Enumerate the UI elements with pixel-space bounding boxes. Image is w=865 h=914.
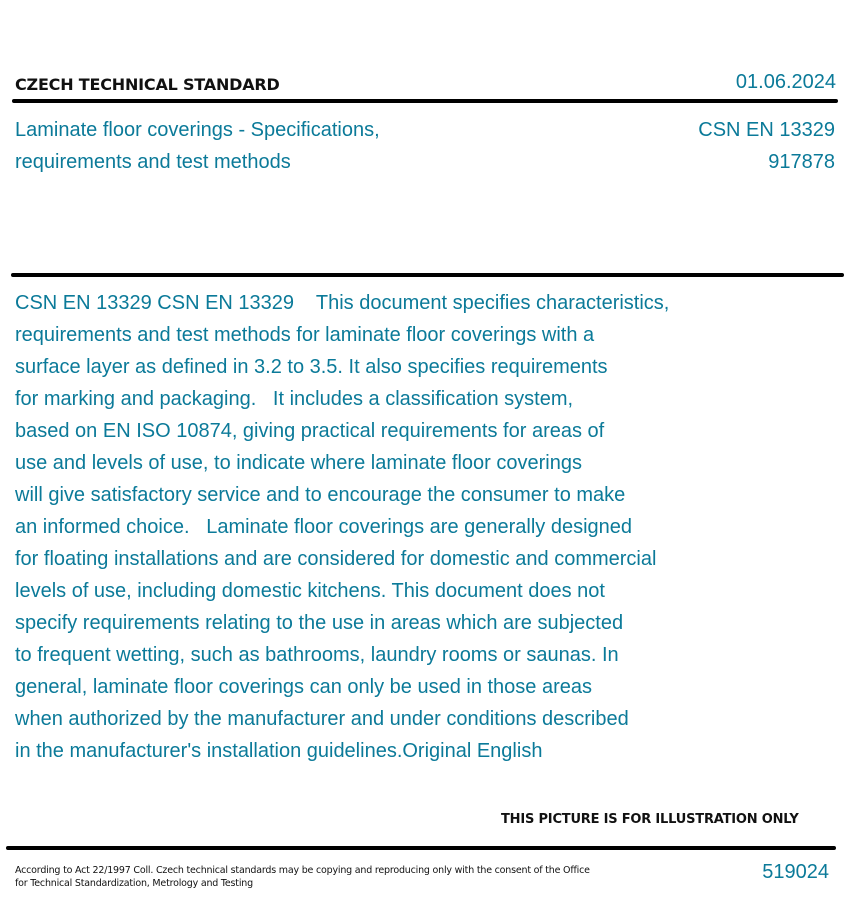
illustration-disclaimer: THIS PICTURE IS FOR ILLUSTRATION ONLY [501, 812, 799, 827]
abstract-line: an informed choice. Laminate floor coverings are generally designed [15, 516, 633, 538]
abstract-line: general, laminate floor coverings can only be used in those areas [15, 676, 593, 698]
abstract-line: surface layer as defined in 3.2 to 3.5. It also specifies requirements [15, 356, 608, 378]
abstract-line: specify requirements relating to the use in areas which are subjected [15, 612, 624, 634]
document-title-line: requirements and test methods [15, 151, 291, 173]
document-title [15, 114, 535, 178]
abstract-line: use and levels of use, to indicate where laminate floor coverings [15, 452, 582, 474]
standard-code: CSN EN 13329 [698, 119, 835, 141]
abstract-line: CSN EN 13329 CSN EN 13329 This document specifies characteristics, [15, 292, 670, 314]
abstract-line: requirements and test methods for laminate floor coverings with a [15, 324, 595, 346]
abstract-line: when authorized by the manufacturer and under conditions described [15, 708, 629, 730]
abstract-line: for floating installations and are considered for domestic and commercial [15, 548, 657, 570]
abstract-line: for marking and packaging. It includes a classification system, [15, 388, 574, 410]
legal-notice-line: for Technical Standardization, Metrology and Testing [15, 878, 253, 889]
legal-notice [15, 864, 615, 890]
abstract-text [15, 287, 735, 767]
document-title-line: Laminate floor coverings - Specifications, [15, 119, 380, 141]
abstract-line: to frequent wetting, such as bathrooms, laundry rooms or saunas. In [15, 644, 619, 666]
header-divider [12, 99, 838, 103]
abstract-line: levels of use, including domestic kitchens. This document does not [15, 580, 605, 602]
title-divider [11, 273, 844, 277]
catalog-number: 917878 [768, 151, 835, 173]
footer-divider [6, 846, 836, 850]
publication-date: 01.06.2024 [735, 71, 836, 93]
abstract-line: based on EN ISO 10874, giving practical requirements for areas of [15, 420, 605, 442]
standard-type-label: CZECH TECHNICAL STANDARD [15, 75, 280, 94]
abstract-line: will give satisfactory service and to encourage the consumer to make [15, 484, 626, 506]
document-codes [698, 114, 835, 178]
legal-notice-line: According to Act 22/1997 Coll. Czech technical standards may be copying and reproducing only with the consent of the Office [15, 865, 590, 876]
footer-number: 519024 [762, 861, 829, 883]
abstract-line: in the manufacturer's installation guidelines.Original English [15, 740, 543, 762]
